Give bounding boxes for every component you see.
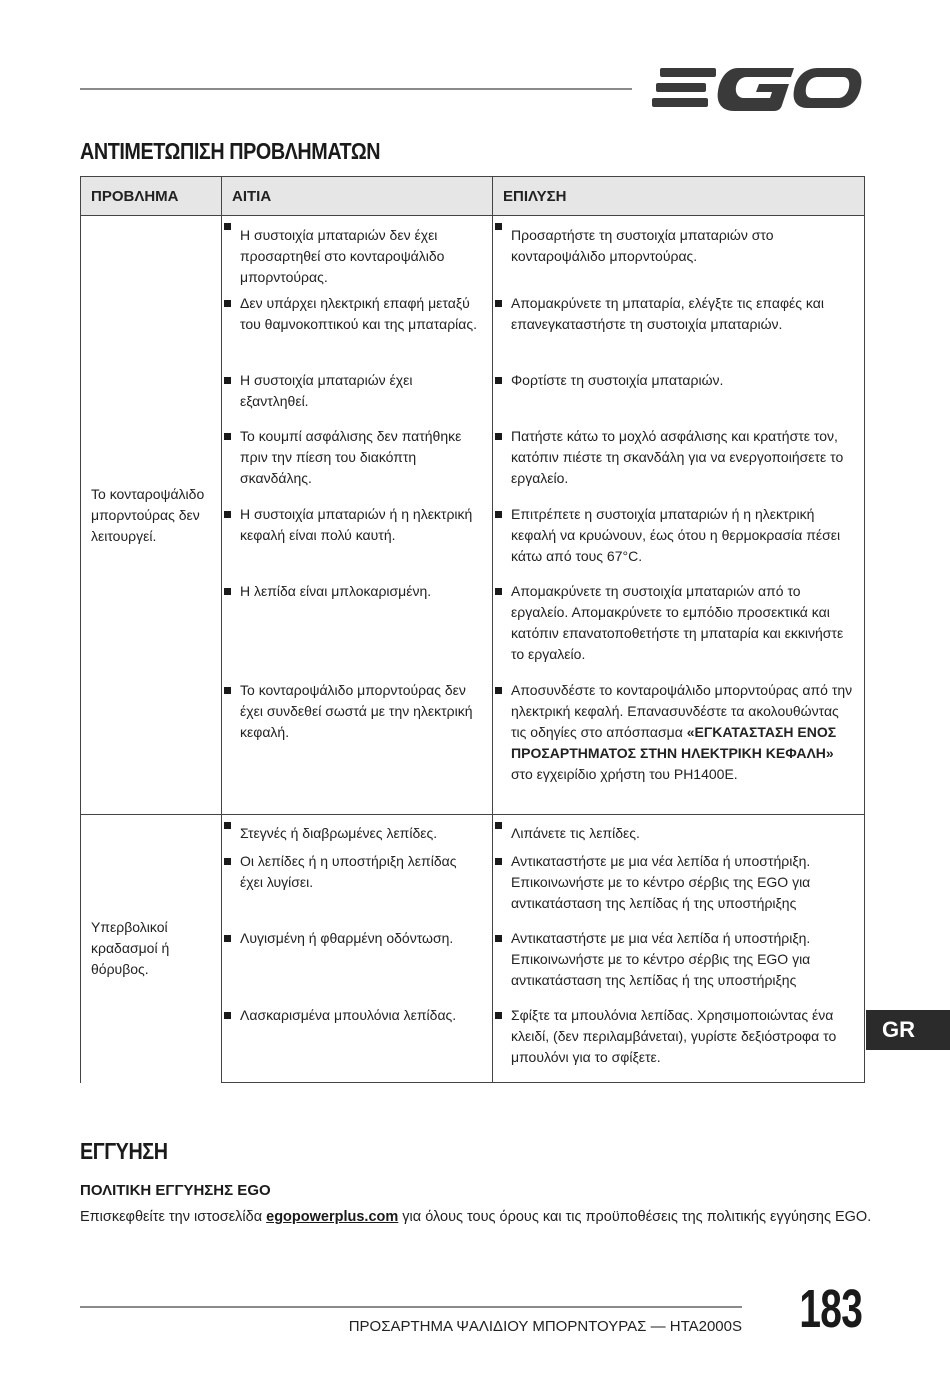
troubleshooting-table <box>80 176 865 1083</box>
page-number: 183 <box>799 1279 862 1339</box>
problem-text: Υπερβολικοί κραδασμοί ή θόρυβος. <box>91 919 170 978</box>
cause-text: Το κονταροψάλιδο μπορντούρας δεν έχει συνδεθεί σωστά με την ηλεκτρική κεφαλή. <box>222 680 492 743</box>
egopowerplus-link[interactable]: egopowerplus.com <box>266 1209 399 1225</box>
warranty-text-part: Επισκεφθείτε την ιστοσελίδα <box>80 1209 267 1225</box>
cause-text: Η λεπίδα είναι μπλοκαρισμένη. <box>222 581 492 602</box>
warranty-subtitle: ΠΟΛΙΤΙΚΗ ΕΓΓΥΗΣΗΣ EGO <box>80 1182 271 1199</box>
table-header-row <box>81 177 865 216</box>
solution-bold-reference: «ΕΓΚΑΤΑΣΤΑΣΗ ΕΝΟΣ ΠΡΟΣΑΡΤΗΜΑΤΟΣ ΣΤΗΝ ΗΛΕΚΤΡΙΚΗ ΚΕΦΑΛΗ» <box>511 724 837 761</box>
solution-text: Επιτρέπετε η συστοιχία μπαταριών ή η ηλεκτρική κεφαλή να κρυώνουν, έως ότου η θερμοκρασία πέσει κάτω από τους 67°C. <box>493 504 864 567</box>
cause-text: Το κουμπί ασφάλισης δεν πατήθηκε πριν την πίεση του διακόπτη σκανδάλης. <box>222 426 492 489</box>
solution-text: Λιπάνετε τις λεπίδες. <box>493 815 864 844</box>
header-rule <box>80 88 632 90</box>
cause-text: Στεγνές ή διαβρωμένες λεπίδες. <box>222 815 492 844</box>
solution-text: Απομακρύνετε τη μπαταρία, ελέγξτε τις επαφές και επανεγκαταστήστε τη συστοιχία μπαταριών. <box>493 293 864 335</box>
problem-cell <box>81 216 222 815</box>
table-row <box>81 216 865 294</box>
footer-rule <box>80 1306 742 1308</box>
header-cause: ΑΙΤΙΑ <box>222 177 493 216</box>
problem-text: Το κονταροψάλιδο μπορντούρας δεν λειτουργεί. <box>91 485 205 544</box>
solution-text: Αντικαταστήστε με μια νέα λεπίδα ή υποστήριξη. Επικοινωνήστε με το κέντρο σέρβις της EGO για αντικατάσταση της λεπίδας ή της υποστήριξης <box>493 928 864 991</box>
solution-text: Αντικαταστήστε με μια νέα λεπίδα ή υποστήριξη. Επικοινωνήστε με το κέντρο σέρβις της EGO για αντικατάσταση της λεπίδας ή της υποστήριξης <box>493 851 864 914</box>
solution-text-part: Αποσυνδέστε το κονταροψάλιδο μπορντούρας από την ηλεκτρική κεφαλή. Επανασυνδέστε τα ακολουθώντας τις οδηγίες στο απόσπασμα <box>511 682 853 740</box>
ego-logo <box>650 64 862 112</box>
cause-text: Λυγισμένη ή φθαρμένη οδόντωση. <box>222 928 492 949</box>
solution-text: Φορτίστε τη συστοιχία μπαταριών. <box>493 370 864 391</box>
solution-text: Προσαρτήστε τη συστοιχία μπαταριών στο κονταροψάλιδο μπορντούρας. <box>493 216 864 267</box>
solution-text: Απομακρύνετε τη συστοιχία μπαταριών από το εργαλείο. Απομακρύνετε το εμπόδιο προσεκτικά και κατόπιν επανατοποθετήστε τη μπαταρία και εκκινήστε το εργαλείο. <box>493 581 864 665</box>
troubleshooting-title: ΑΝΤΙΜΕΤΩΠΙΣΗ ΠΡΟΒΛΗΜΑΤΩΝ <box>80 138 381 164</box>
warranty-title: ΕΓΓΥΗΣΗ <box>80 1138 168 1164</box>
header-problem: ΠΡΟΒΛΗΜΑ <box>81 177 222 216</box>
table-row <box>81 815 865 852</box>
cause-text: Δεν υπάρχει ηλεκτρική επαφή μεταξύ του θαμνοκοπτικού και της μπαταρίας. <box>222 293 492 335</box>
cause-text: Η συστοιχία μπαταριών ή η ηλεκτρική κεφαλή είναι πολύ καυτή. <box>222 504 492 546</box>
header-solution: ΕΠΙΛΥΣΗ <box>493 177 865 216</box>
problem-cell <box>81 815 222 1083</box>
warranty-text-part: για όλους τους όρους και τις προϋποθέσεις της πολιτικής εγγύησης EGO. <box>398 1209 872 1225</box>
solution-text <box>493 680 864 785</box>
cause-text: Η συστοιχία μπαταριών δεν έχει προσαρτηθεί στο κονταροψάλιδο μπορντούρας. <box>222 216 492 288</box>
cause-text: Η συστοιχία μπαταριών έχει εξαντληθεί. <box>222 370 492 412</box>
warranty-text <box>80 1209 871 1225</box>
cause-text: Οι λεπίδες ή η υποστήριξη λεπίδας έχει λυγίσει. <box>222 851 492 893</box>
solution-text-part: στο εγχειρίδιο χρήστη του PH1400E. <box>511 766 738 782</box>
solution-text: Σφίξτε τα μπουλόνια λεπίδας. Χρησιμοποιώντας ένα κλειδί, (δεν περιλαμβάνεται), γυρίστε δεξιόστροφα το μπουλόνι για το σφίξετε. <box>493 1005 864 1068</box>
solution-text: Πατήστε κάτω το μοχλό ασφάλισης και κρατήστε τον, κατόπιν πιέστε τη σκανδάλη για να ενεργοποιήσετε το εργαλείο. <box>493 426 864 489</box>
footer-title: ΠΡΟΣΑΡΤΗΜΑ ΨΑΛΙΔΙΟΥ ΜΠΟΡΝΤΟΥΡΑΣ — HTA2000S <box>348 1318 742 1335</box>
cause-text: Λασκαρισμένα μπουλόνια λεπίδας. <box>222 1005 492 1026</box>
language-tab: GR <box>866 1010 950 1050</box>
